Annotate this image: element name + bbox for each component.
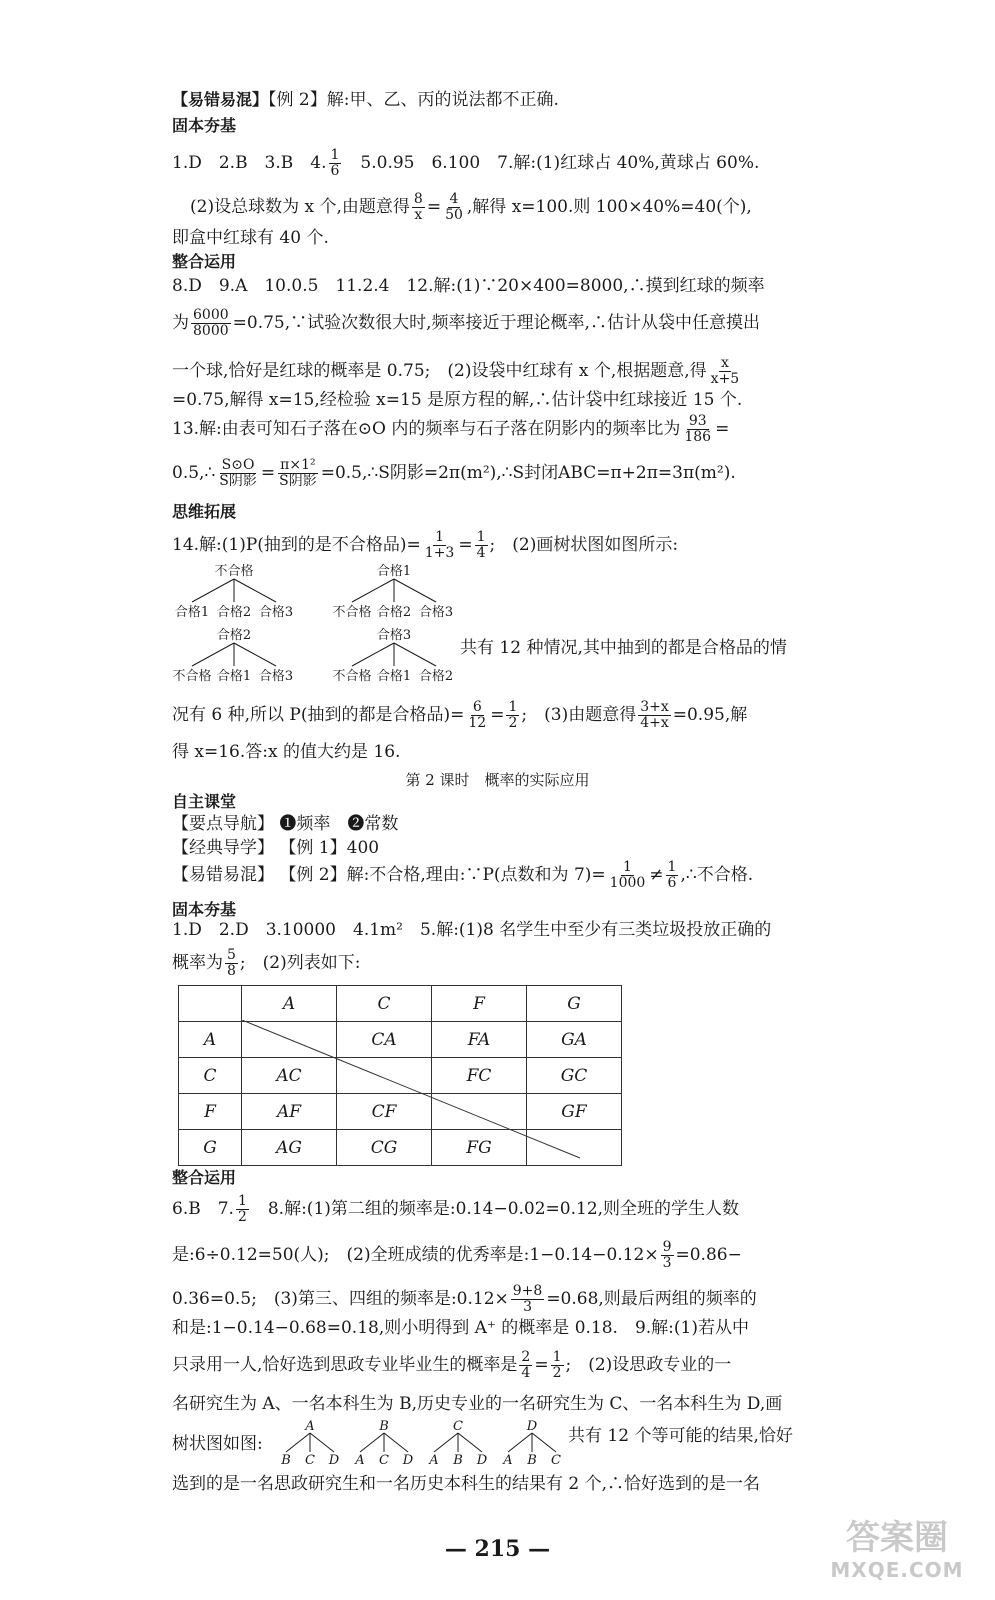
text-line [172,88,559,112]
tree-leaf: A [355,1453,365,1468]
text-line: (2)设总球数为 x 个,由题意得 $\frac{8}{x}$ = $\frac{4}{50}$ ,解得 x=100.则 100×40%=40(个), [190,191,752,223]
tree-b [354,1419,413,1468]
fraction: $\frac{1}{1000}$ [609,859,646,891]
tree-root: 合格1 [376,564,412,579]
tree-leaf: 合格3 [258,669,294,684]
text-line: 为 $\frac{6000}{8000}$ =0.75,∵试验次数很大时,频率接近于理论概率,∴估计从袋中任意摸出 [172,307,760,339]
table-cell: F [432,986,527,1022]
tree-root: C [453,1419,463,1434]
table-cell: CA [337,1022,432,1058]
tree-leaf: 合格3 [418,605,454,620]
fraction: $\frac{6000}{8000}$ [193,307,229,339]
fraction: $\frac{3+x}{4+x}$ [640,699,669,731]
fraction: $\frac{9+8}{3}$ [512,1283,543,1315]
tree-leaf: B [453,1453,463,1468]
table-cell: AC [242,1058,337,1094]
section-heading: 整合运用 [172,1168,237,1187]
text-line: 是:6÷0.12=50(人); (2)全班成绩的优秀率是:1−0.14−0.12× $\frac{9}{3}$ =0.86− [172,1239,742,1271]
line-text: 【例 2】解:甲、乙、丙的说法都不正确. [268,90,559,110]
fraction: $\frac{4}{50}$ [445,191,463,223]
table-cell: GF [527,1094,622,1130]
fraction: $\frac{1}{6}$ [330,147,340,179]
tree-root: B [379,1419,389,1434]
table-cell: GA [527,1022,622,1058]
fraction: $\frac{1}{2}$ [508,699,518,731]
table-cell: CG [337,1130,432,1166]
watermark-logo [812,1518,982,1590]
text-line: 即盒中红球有 40 个. [172,228,329,248]
fraction: $\frac{1}{4}$ [476,529,486,561]
tree-leaf: C [305,1453,315,1468]
fraction: $\frac{8}{x}$ [413,191,423,223]
text-line: 得 x=16.答:x 的值大约是 16. [172,742,401,762]
text-line: 【易错易混】 【例 2】解:不合格,理由:∵P(点数和为 7)= $\frac{1}{1000}$ ≠ $\frac{1}{6}$ ,∴不合格. [172,859,754,891]
text-line: 况有 6 种,所以 P(抽到的都是合格品)= $\frac{6}{12}$ = $\frac{1}{2}$ ; (3)由题意得 $\frac{3+x}{4+x}$ =0.95,解 [172,699,748,731]
tree-leaf: 合格1 [376,669,412,684]
table-cell: GC [527,1058,622,1094]
text-line: 概率为 $\frac{5}{8}$ ; (2)列表如下: [172,947,361,979]
fraction: $\frac{S⊙O}{\text{S阴影}}$ [219,457,257,489]
tree-leaf: 合格2 [376,605,412,620]
fraction: $\frac{\text{π×1²}}{\text{S阴影}}$ [279,457,317,489]
text-line: =0.75,解得 x=15,经检验 x=15 是原方程的解,∴估计袋中红球接近 15 个. [172,390,743,410]
text-line: 选到的是一名思政研究生和一名历史本科生的结果有 2 个,∴恰好选到的是一名 [172,1474,761,1494]
lesson-title: 第 2 课时 概率的实际应用 [405,771,590,789]
table-cell: A [179,1022,242,1058]
fraction: $\frac{93}{186}$ [684,413,712,445]
tree-leaf: 不合格 [332,605,372,620]
text-line: 0.36=0.5; (3)第三、四组的频率是:0.12× $\frac{9+8}{3}$ =0.68,则最后两组的频率的 [172,1283,757,1315]
fraction: $\frac{x}{x+5}$ [710,355,740,387]
table-cell: C [337,986,432,1022]
text-line: 6.B 7. $\frac{1}{2}$ 8.解:(1)第二组的频率是:0.14−0.02=0.12,则全班的学生人数 [172,1193,740,1225]
tree-leaf: D [402,1453,414,1468]
text-line: 【要点导航】 ❶频率 ❷常数 [172,814,399,834]
tree-leaf: C [551,1453,561,1468]
tree-d [502,1419,561,1468]
section-heading: 思维拓展 [172,502,237,521]
text-line: 树状图如图: [172,1434,263,1454]
tree-root: 合格3 [376,628,412,643]
fraction: $\frac{1}{2}$ [552,1349,562,1381]
table-cell: FG [432,1130,527,1166]
text-line: 共有 12 个等可能的结果,恰好 [568,1426,793,1446]
watermark-title: 答案圈 [846,1518,948,1558]
section-heading: 固本夯基 [172,900,237,919]
tree-c [428,1419,487,1468]
watermark-url: MXQE.COM [830,1558,964,1582]
table-cell: FC [432,1058,527,1094]
table-cell: G [179,1130,242,1166]
fraction: $\frac{1}{2}$ [237,1193,247,1225]
text-line: 名研究生为 A、一名本科生为 B,历史专业的一名研究生为 C、一名本科生为 D,画 [172,1394,783,1414]
fraction: $\frac{9}{3}$ [662,1239,672,1271]
tree-diagram-students [272,1418,572,1468]
tree-leaf: 不合格 [332,669,372,684]
table-cell [179,986,242,1022]
text-line: 和是:1−0.14−0.68=0.18,则小明得到 A⁺ 的概率是 0.18. 9.解:(1)若从中 [172,1318,749,1338]
table-cell: C [179,1058,242,1094]
text-line: 【经典导学】 【例 1】400 [172,838,380,858]
fraction: $\frac{2}{4}$ [521,1349,531,1381]
tree-diagram-qualified [172,562,462,686]
tree-leaf: 合格2 [216,605,252,620]
section-heading: 固本夯基 [172,116,237,135]
tag-label: 【易错易混】 [172,90,269,109]
tree-1 [175,563,293,620]
tree-4 [332,627,453,684]
table-row [179,986,622,1022]
tree-leaf: 合格1 [174,605,210,620]
text-line: 0.5,∴ $\frac{S⊙O}{\text{S阴影}}$ = $\frac{\text{π×1²}}{\text{S阴影}}$ =0.5,∴S阴影=2π(m²),∴S封闭ABC=π+2π=3π(m²). [172,457,736,489]
fraction: $\frac{6}{12}$ [468,699,487,731]
fraction: $\frac{1}{6}$ [667,859,677,891]
text-line: 1.D 2.B 3.B 4. $\frac{1}{6}$ 5.0.95 6.100 7.解:(1)红球占 40%,黄球占 60%. [172,147,760,179]
table-cell: A [242,986,337,1022]
table-diagonal-line [242,1020,582,1160]
tree-leaf: 合格3 [258,605,294,620]
tree-leaf: D [328,1453,340,1468]
text-line: 14.解:(1)P(抽到的是不合格品)= $\frac{1}{1+3}$ = $\frac{1}{4}$ ; (2)画树状图如图所示: [172,529,679,561]
tree-leaf: B [527,1453,537,1468]
tree-leaf: D [476,1453,488,1468]
text-line: 8.D 9.A 10.0.5 11.2.4 12.解:(1)∵20×400=8000,∴摸到红球的频率 [172,276,765,296]
tree-leaf: C [379,1453,389,1468]
section-heading: 自主课堂 [172,792,237,811]
tree-root: 合格2 [216,628,252,643]
text-line: 只录用一人,恰好选到思政专业毕业生的概率是 $\frac{2}{4}$ = $\frac{1}{2}$ ; (2)设思政专业的一 [172,1349,732,1381]
tree-root: A [305,1419,315,1434]
fraction: $\frac{1}{1+3}$ [424,529,455,561]
tree-leaf: 合格2 [418,669,454,684]
tree-leaf: B [281,1453,291,1468]
table-cell: FA [432,1022,527,1058]
page-number: — 215 — [444,1536,551,1562]
tree-root: D [526,1419,538,1434]
tree-leaf: 合格1 [216,669,252,684]
table-cell: G [527,986,622,1022]
section-heading: 整合运用 [172,252,237,271]
tree-root: 不合格 [214,564,254,579]
text-line: 13.解:由表可知石子落在⊙O 内的频率与石子落在阴影内的频率比为 $\frac{93}{186}$ = [172,413,730,445]
tree-leaf: 不合格 [172,669,212,684]
text-line: 共有 12 种情况,其中抽到的都是合格品的情 [460,638,787,658]
tree-3 [172,627,293,684]
table-cell: AG [242,1130,337,1166]
text-line: 1.D 2.D 3.10000 4.1m² 5.解:(1)8 名学生中至少有三类垃圾投放正确的 [172,920,772,940]
table-cell: F [179,1094,242,1130]
tree-leaf: A [429,1453,439,1468]
fraction: $\frac{5}{8}$ [227,947,236,979]
tree-2 [332,563,453,620]
table-cell: AF [242,1094,337,1130]
tree-a [280,1419,340,1468]
text-line: 一个球,恰好是红球的概率是 0.75; (2)设袋中红球有 x 个,根据题意,得 $\frac{x}{x+5}$ [172,355,740,387]
table-cell: CF [337,1094,432,1130]
tree-leaf: A [503,1453,513,1468]
